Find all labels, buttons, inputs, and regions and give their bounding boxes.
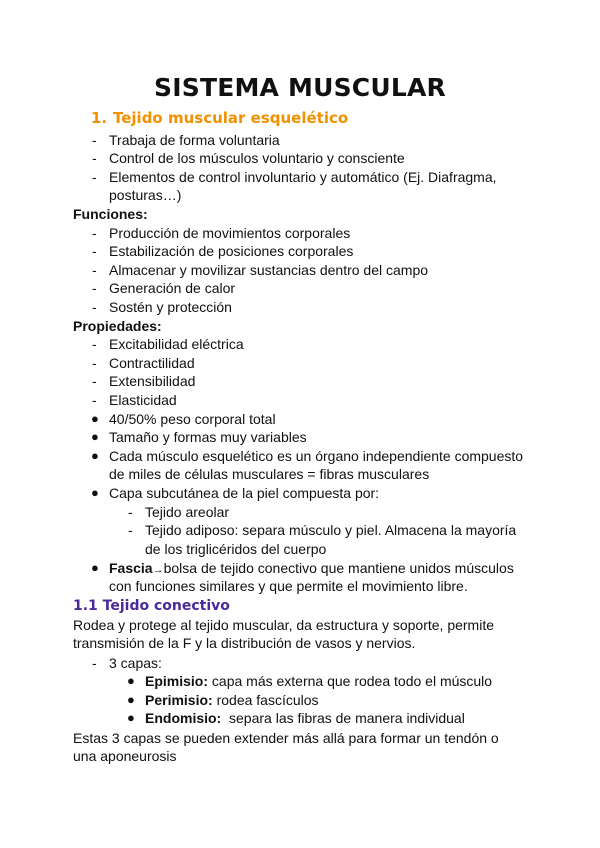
propiedades-label: Propiedades: bbox=[73, 318, 162, 334]
list-item-continuation: posturas…) bbox=[109, 187, 182, 203]
bullet-item: Cada músculo esquelético es un órgano independiente compuesto bbox=[109, 448, 524, 464]
layer-item bbox=[145, 709, 465, 727]
sub-list-item: Tejido areolar bbox=[145, 504, 230, 520]
list-item: Elementos de control involuntario y automático (Ej. Diafragma, bbox=[109, 169, 497, 185]
layer-item bbox=[145, 672, 492, 690]
list-item: Generación de calor bbox=[109, 280, 236, 296]
dash-marker bbox=[92, 131, 106, 149]
dash-marker bbox=[92, 335, 106, 353]
fascia-term: Fascia bbox=[109, 560, 153, 576]
bullet-marker: ● bbox=[91, 429, 99, 444]
bullet-marker: ● bbox=[91, 485, 99, 500]
section-title: Tejido muscular esquelético bbox=[113, 109, 349, 127]
list-item: Sostén y protección bbox=[109, 299, 232, 315]
fascia-item bbox=[109, 559, 514, 579]
list-item: Trabaja de forma voluntaria bbox=[109, 132, 280, 148]
fascia-text: bolsa de tejido conectivo que mantiene unidos músculos bbox=[163, 560, 514, 576]
list-item: Contractilidad bbox=[109, 355, 195, 371]
dash-marker bbox=[92, 654, 106, 672]
subsection-heading: 1.1 Tejido conectivo bbox=[73, 598, 230, 614]
section-number: 1. bbox=[91, 109, 108, 127]
paragraph-line: Estas 3 capas se pueden extender más allá para formar un tendón o bbox=[73, 730, 499, 746]
layer-term: Endomisio: bbox=[145, 710, 222, 726]
layer-term: Perimisio: bbox=[145, 692, 213, 708]
layer-desc: capa más externa que rodea todo el músculo bbox=[208, 673, 493, 689]
bullet-item: Tamaño y formas muy variables bbox=[109, 429, 307, 445]
dash-marker bbox=[92, 261, 106, 279]
paragraph-line: Rodea y protege al tejido muscular, da estructura y soporte, permite bbox=[73, 617, 494, 633]
section-heading bbox=[91, 109, 348, 127]
bullet-item: 40/50% peso corporal total bbox=[109, 411, 276, 427]
bullet-marker: ● bbox=[91, 560, 99, 575]
list-item: 3 capas: bbox=[109, 655, 162, 671]
dash-marker bbox=[128, 521, 142, 539]
dash-marker bbox=[92, 242, 106, 260]
dash-marker bbox=[92, 279, 106, 297]
bullet-item-continuation: de miles de células musculares = fibras musculares bbox=[109, 466, 430, 482]
dash-marker bbox=[92, 168, 106, 186]
funciones-label: Funciones: bbox=[73, 206, 148, 222]
list-item: Producción de movimientos corporales bbox=[109, 225, 351, 241]
bullet-marker: ● bbox=[91, 448, 99, 463]
dash-marker bbox=[92, 149, 106, 167]
layer-desc: rodea fascículos bbox=[212, 692, 319, 708]
bullet-marker: ● bbox=[127, 710, 135, 725]
list-item: Elasticidad bbox=[109, 392, 177, 408]
sub-list-item-continuation: de los triglicéridos del cuerpo bbox=[145, 541, 327, 557]
paragraph-line: transmisión de la F y la distribución de vasos y nervios. bbox=[73, 635, 416, 651]
bullet-marker: ● bbox=[127, 673, 135, 688]
dash-marker bbox=[128, 503, 142, 521]
layer-item bbox=[145, 691, 319, 709]
list-item: Extensibilidad bbox=[109, 373, 196, 389]
paragraph-line: una aponeurosis bbox=[73, 748, 177, 764]
fascia-continuation: con funciones similares y que permite el movimiento libre. bbox=[109, 578, 468, 594]
sub-list-item: Tejido adiposo: separa músculo y piel. Almacena la mayoría bbox=[145, 522, 517, 538]
list-item: Almacenar y movilizar sustancias dentro del campo bbox=[109, 262, 429, 278]
list-item: Excitabilidad eléctrica bbox=[109, 336, 244, 352]
bullet-marker: ● bbox=[91, 411, 99, 426]
dash-marker bbox=[92, 298, 106, 316]
dash-marker bbox=[92, 372, 106, 390]
list-item: Estabilización de posiciones corporales bbox=[109, 243, 354, 259]
bullet-item: Capa subcutánea de la piel compuesta por: bbox=[109, 485, 380, 501]
page-title: SISTEMA MUSCULAR bbox=[154, 73, 446, 102]
layer-desc: separa las fibras de manera individual bbox=[221, 710, 465, 726]
list-item: Control de los músculos voluntario y consciente bbox=[109, 150, 405, 166]
bullet-marker: ● bbox=[127, 692, 135, 707]
dash-marker bbox=[92, 224, 106, 242]
layer-term: Epimisio: bbox=[145, 673, 209, 689]
arrow-icon: → bbox=[152, 564, 164, 576]
dash-marker bbox=[92, 391, 106, 409]
dash-marker bbox=[92, 354, 106, 372]
